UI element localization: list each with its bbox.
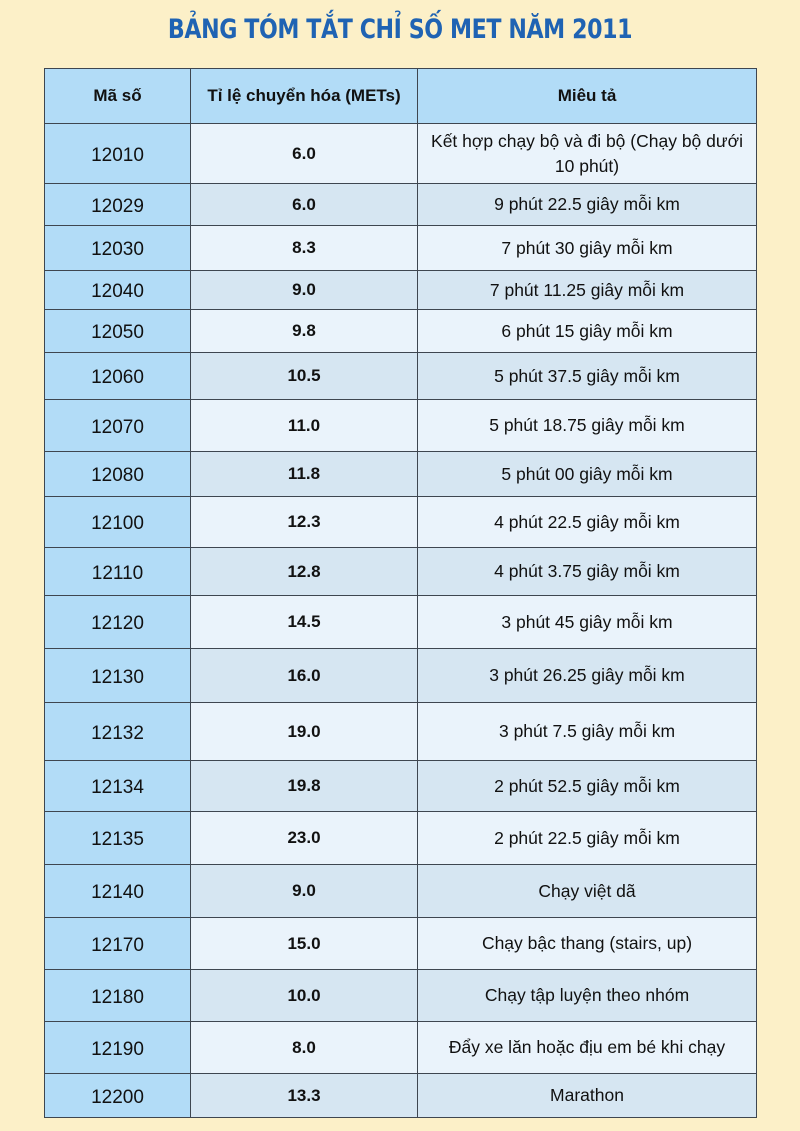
code-cell: 12190 [45,1022,191,1074]
description-cell: Kết hợp chạy bộ và đi bộ (Chạy bộ dưới 10 phút) [418,124,757,184]
description-cell: 5 phút 18.75 giây mỗi km [418,400,757,452]
code-cell: 12070 [45,400,191,452]
code-cell: 12200 [45,1074,191,1118]
description-cell: Chạy tập luyện theo nhóm [418,970,757,1022]
met-cell: 10.0 [191,970,418,1022]
code-cell: 12110 [45,548,191,596]
description-cell: 7 phút 11.25 giây mỗi km [418,271,757,310]
code-cell: 12029 [45,184,191,226]
code-cell: 12180 [45,970,191,1022]
code-cell: 12130 [45,649,191,703]
code-cell: 12140 [45,865,191,918]
description-cell: Chạy việt dã [418,865,757,918]
table-header [45,69,757,124]
met-cell: 15.0 [191,918,418,970]
met-cell: 23.0 [191,812,418,865]
met-cell: 12.8 [191,548,418,596]
table-row [45,812,757,865]
met-cell: 10.5 [191,353,418,400]
met-cell: 19.8 [191,761,418,812]
met-cell: 11.0 [191,400,418,452]
table-row [45,497,757,548]
met-cell: 16.0 [191,649,418,703]
code-cell: 12120 [45,596,191,649]
table-row [45,184,757,226]
description-cell: 5 phút 00 giây mỗi km [418,452,757,497]
header-code: Mã số [45,69,191,124]
description-cell: Chạy bậc thang (stairs, up) [418,918,757,970]
met-cell: 12.3 [191,497,418,548]
description-cell: 2 phút 22.5 giây mỗi km [418,812,757,865]
table-row [45,400,757,452]
description-cell: Marathon [418,1074,757,1118]
table-row [45,1074,757,1118]
table-row [45,703,757,761]
table-row [45,1022,757,1074]
met-cell: 9.8 [191,310,418,353]
description-cell: 5 phút 37.5 giây mỗi km [418,353,757,400]
table-row [45,310,757,353]
table-row [45,865,757,918]
code-cell: 12010 [45,124,191,184]
met-cell: 13.3 [191,1074,418,1118]
code-cell: 12134 [45,761,191,812]
description-cell: 3 phút 7.5 giây mỗi km [418,703,757,761]
table-row [45,649,757,703]
page-title: BẢNG TÓM TẮT CHỈ SỐ MET NĂM 2011 [167,14,633,45]
table-row [45,596,757,649]
table-row [45,124,757,184]
description-cell: 4 phút 22.5 giây mỗi km [418,497,757,548]
met-cell: 19.0 [191,703,418,761]
code-cell: 12170 [45,918,191,970]
description-cell: 3 phút 26.25 giây mỗi km [418,649,757,703]
code-cell: 12060 [45,353,191,400]
header-description: Miêu tả [418,69,757,124]
description-cell: Đẩy xe lăn hoặc địu em bé khi chạy [418,1022,757,1074]
table-row [45,761,757,812]
table-row [45,226,757,271]
table-row [45,918,757,970]
description-cell: 6 phút 15 giây mỗi km [418,310,757,353]
description-cell: 4 phút 3.75 giây mỗi km [418,548,757,596]
code-cell: 12030 [45,226,191,271]
header-met: Tỉ lệ chuyển hóa (METs) [191,69,418,124]
table-row [45,452,757,497]
met-cell: 9.0 [191,271,418,310]
table-row [45,548,757,596]
met-cell: 8.3 [191,226,418,271]
table-row [45,970,757,1022]
description-cell: 7 phút 30 giây mỗi km [418,226,757,271]
description-cell: 2 phút 52.5 giây mỗi km [418,761,757,812]
met-cell: 14.5 [191,596,418,649]
table-row [45,271,757,310]
met-table [44,68,757,1118]
met-cell: 8.0 [191,1022,418,1074]
met-cell: 11.8 [191,452,418,497]
table-row [45,353,757,400]
code-cell: 12100 [45,497,191,548]
met-cell: 6.0 [191,184,418,226]
met-cell: 9.0 [191,865,418,918]
code-cell: 12080 [45,452,191,497]
code-cell: 12050 [45,310,191,353]
description-cell: 3 phút 45 giây mỗi km [418,596,757,649]
description-cell: 9 phút 22.5 giây mỗi km [418,184,757,226]
code-cell: 12040 [45,271,191,310]
code-cell: 12135 [45,812,191,865]
header-row [45,69,757,124]
code-cell: 12132 [45,703,191,761]
table-body [45,124,757,1118]
met-cell: 6.0 [191,124,418,184]
